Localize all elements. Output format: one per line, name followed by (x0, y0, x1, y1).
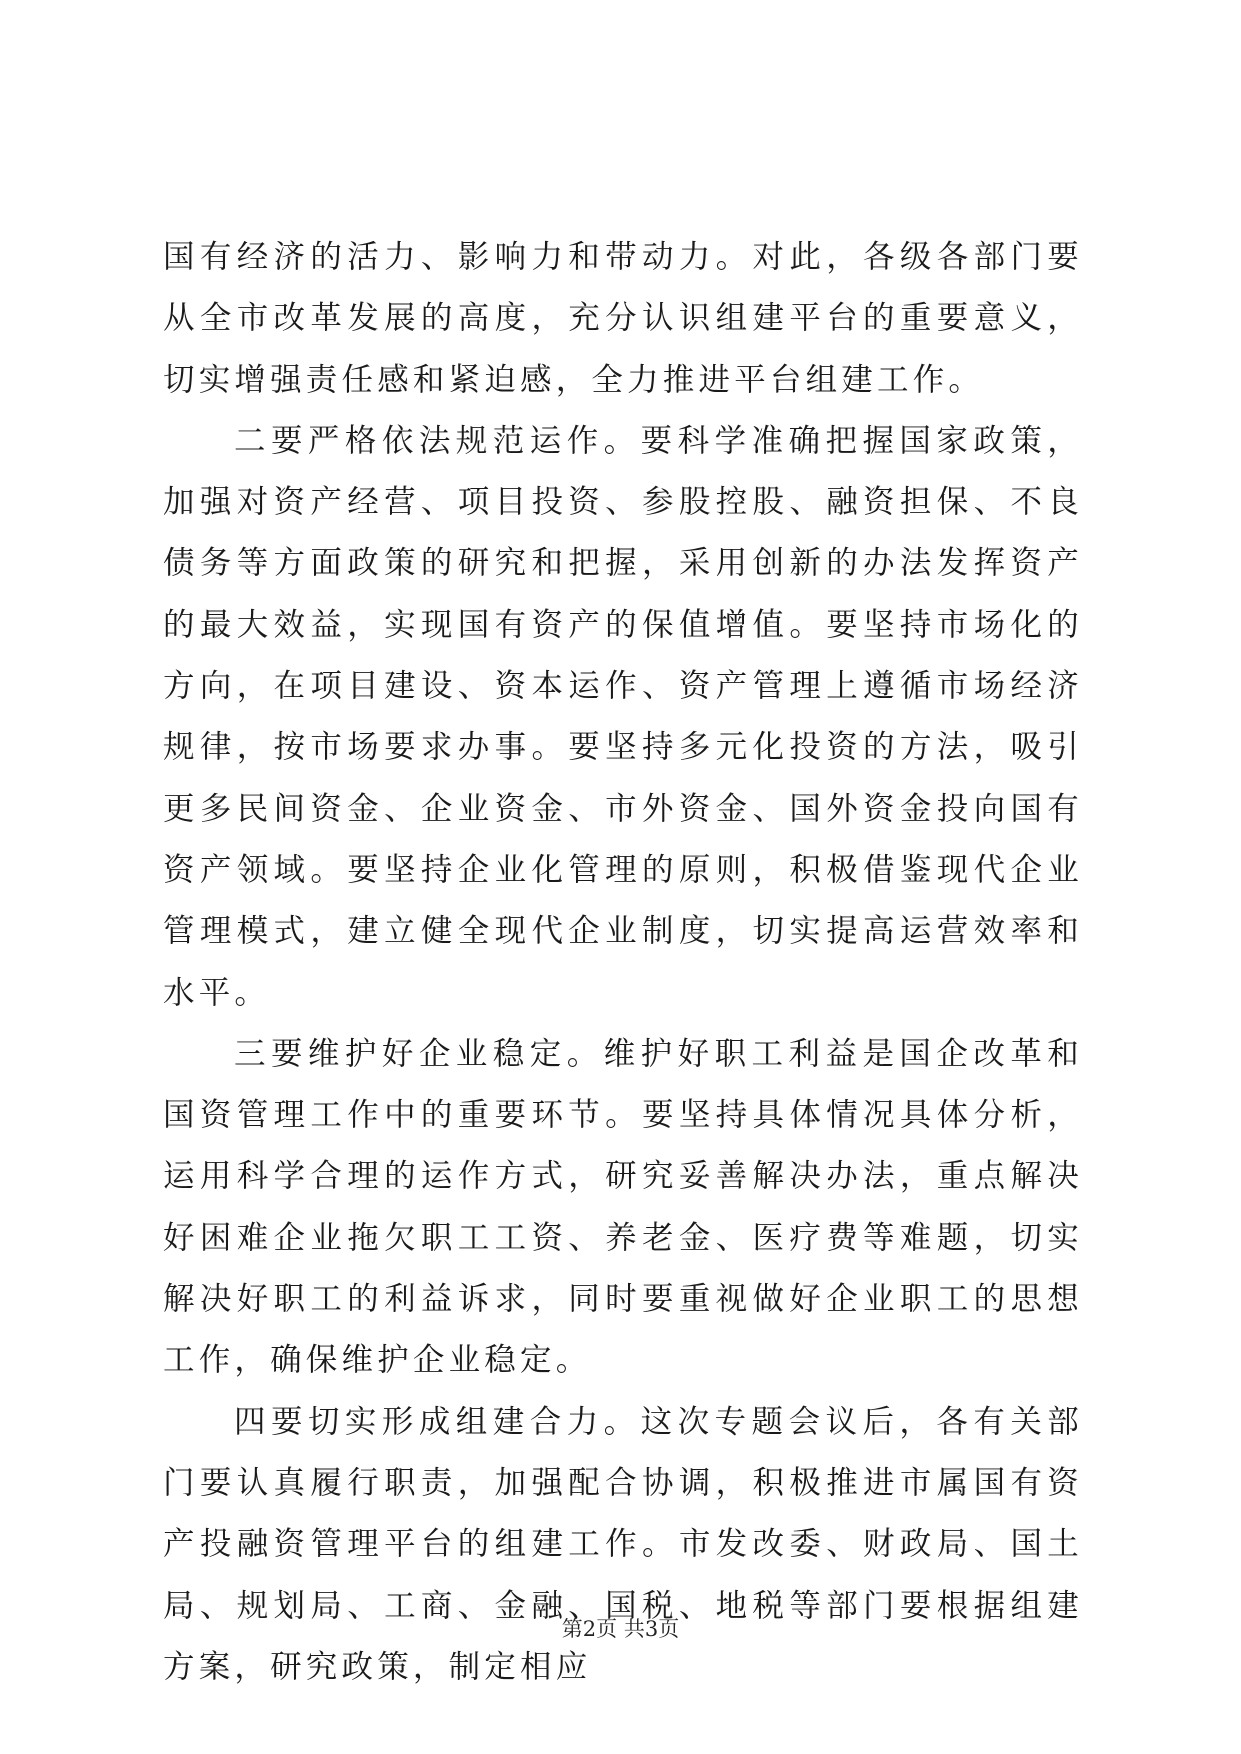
paragraph-point-three: 三要维护好企业稳定。维护好职工利益是国企改革和国资管理工作中的重要环节。要坚持具体情况具体分析，运用科学合理的运作方式，研究妥善解决办法，重点解决好困难企业拖欠职工工资、养老金、医疗费等难题，切实解决好职工的利益诉求，同时要重视做好企业职工的思想工作，确保维护企业稳定。 (163, 1035, 1083, 1379)
paragraph-point-two: 二要严格依法规范运作。要科学准确把握国家政策，加强对资产经营、项目投资、参股控股、融资担保、不良债务等方面政策的研究和把握，采用创新的办法发挥资产的最大效益，实现国有资产的保值增值。要坚持市场化的方向，在项目建设、资本运作、资产管理上遵循市场经济规律，按市场要求办事。要坚持多元化投资的方法，吸引更多民间资金、企业资金、市外资金、国外资金投向国有资产领域。要坚持企业化管理的原则，积极借鉴现代企业管理模式，建立健全现代企业制度，切实提高运营效率和水平。 (163, 422, 1083, 1011)
paragraph-continuation: 国有经济的活力、影响力和带动力。对此，各级各部门要从全市改革发展的高度，充分认识组建平台的重要意义，切实增强责任感和紧迫感，全力推进平台组建工作。 (163, 239, 1083, 398)
page-number-footer: 第2页 共3页 (561, 1617, 680, 1641)
document-body (163, 227, 1083, 1698)
paragraph-point-four: 四要切实形成组建合力。这次专题会议后，各有关部门要认真履行职责，加强配合协调，积极推进市属国有资产投融资管理平台的组建工作。市发改委、财政局、国土局、规划局、工商、金融、国税、地税等部门要根据组建方案，研究政策，制定相应 (163, 1403, 1083, 1685)
